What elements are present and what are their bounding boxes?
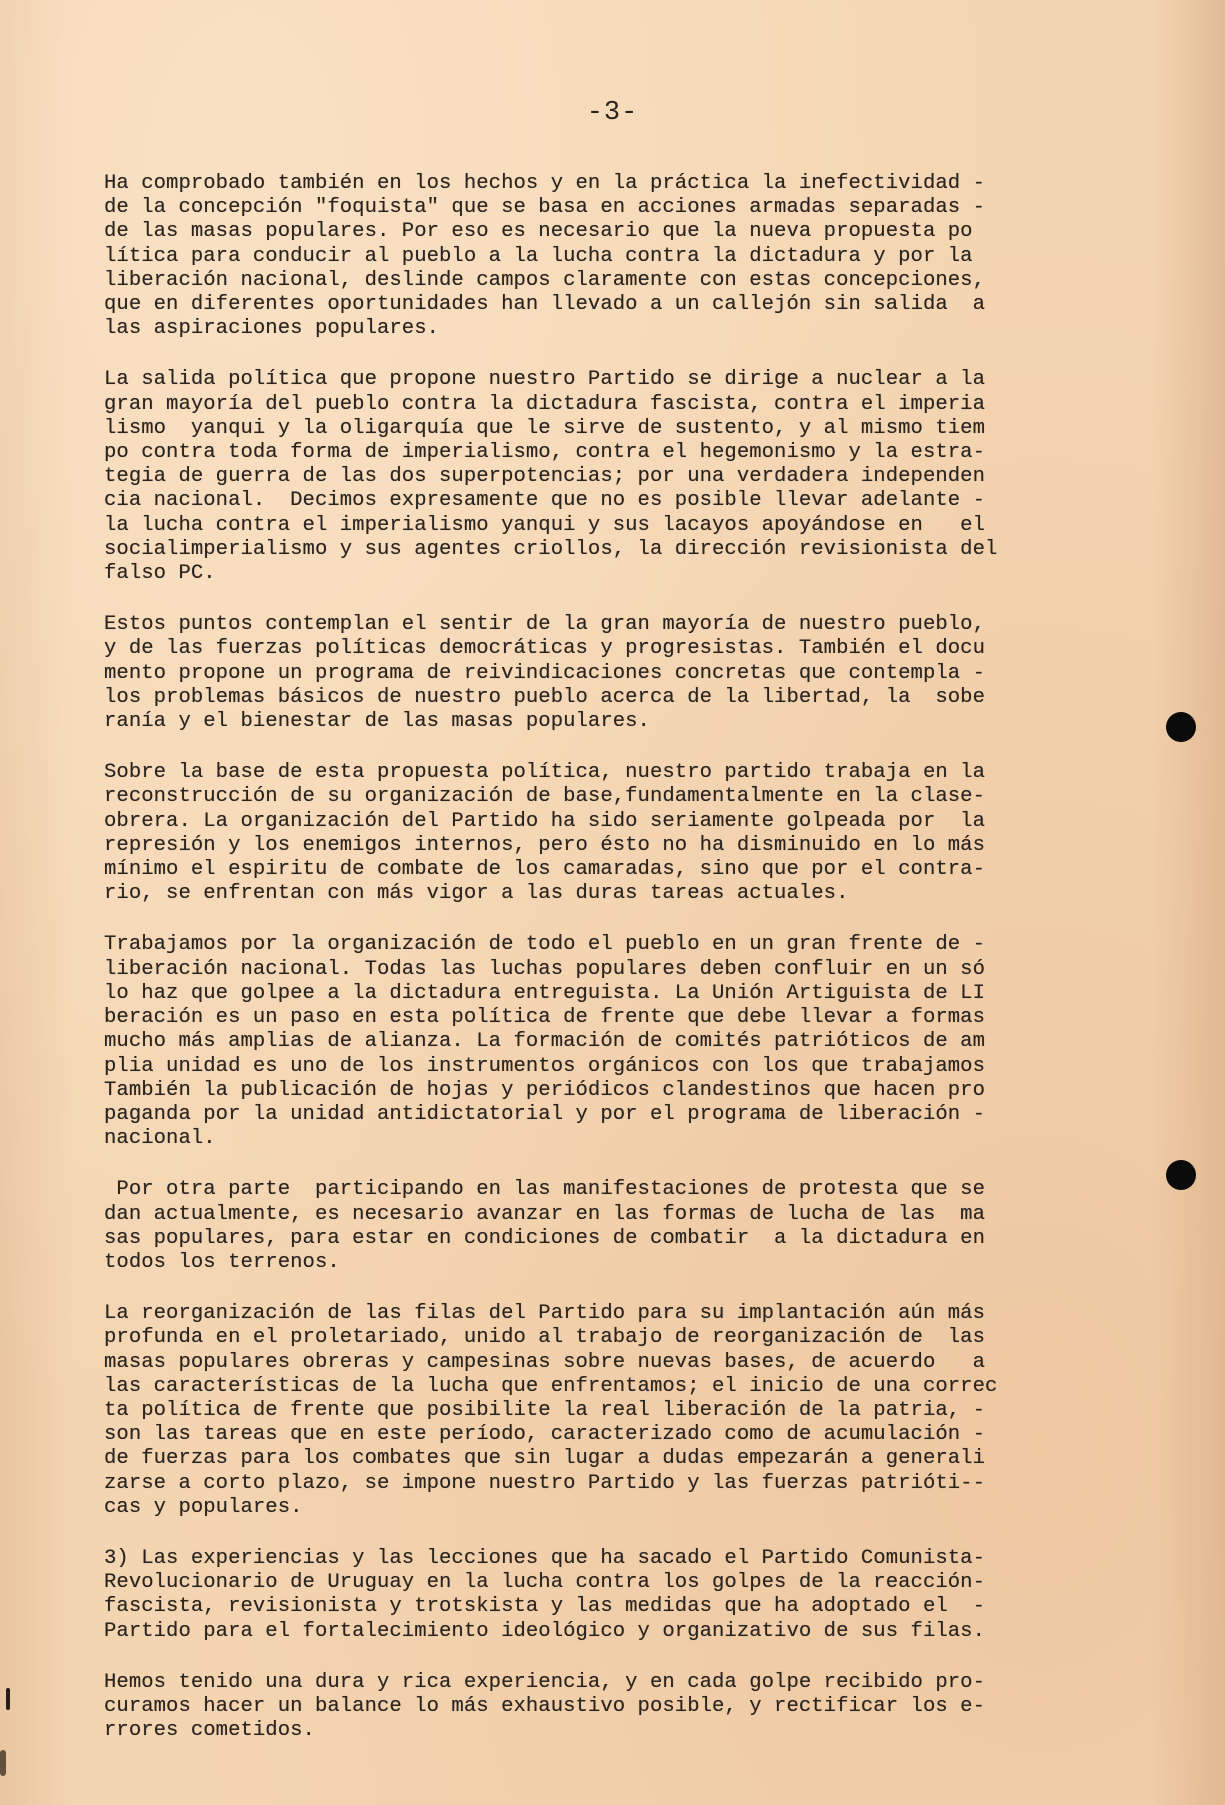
text-line: plia unidad es uno de los instrumentos orgánicos con los que trabajamos <box>104 1054 985 1078</box>
paragraph-estos-puntos <box>104 613 1134 734</box>
text-line: de fuerzas para los combates que sin lugar a dudas empezarán a generali <box>104 1447 985 1471</box>
text-line: rrores cometidos. <box>104 1719 315 1743</box>
paragraph-hemos-tenido <box>104 1671 1134 1744</box>
text-line: ranía y el bienestar de las masas populares. <box>104 710 650 734</box>
text-line: Sobre la base de esta propuesta política, nuestro partido trabaja en la <box>104 761 985 785</box>
paragraph-sobre-la-base <box>104 761 1134 906</box>
page-number: -3- <box>586 98 639 128</box>
punch-hole-lower <box>1166 1160 1196 1190</box>
paragraph-reorganizacion <box>104 1302 1134 1520</box>
text-line: son las tareas que en este período, caracterizado como de acumulación - <box>104 1423 985 1447</box>
text-line: mucho más amplias de alianza. La formación de comités patrióticos de am <box>104 1030 985 1054</box>
text-line: Hemos tenido una dura y rica experiencia, y en cada golpe recibido pro- <box>104 1670 985 1694</box>
text-line: po contra toda forma de imperialismo, contra el hegemonismo y la estra- <box>104 441 985 465</box>
text-line: reconstrucción de su organización de base,fundamentalmente en la clase- <box>104 785 985 809</box>
text-line: También la publicación de hojas y periódicos clandestinos que hacen pro <box>104 1078 985 1102</box>
text-line: liberación nacional. Todas las luchas populares deben confluir en un só <box>104 957 985 981</box>
text-line: las características de la lucha que enfrentamos; el inicio de una correc <box>104 1374 998 1398</box>
text-line: mento propone un programa de reivindicaciones concretas que contempla - <box>104 661 985 685</box>
text-line: mínimo el espiritu de combate de los camaradas, sino que por el contra- <box>104 858 985 882</box>
document-body <box>104 172 1134 1770</box>
text-line: La salida política que propone nuestro Partido se dirige a nuclear a la <box>104 368 985 392</box>
text-line: dan actualmente, es necesario avanzar en las formas de lucha de las ma <box>104 1202 985 1226</box>
paragraph-por-otra-parte <box>104 1178 1134 1275</box>
text-line: y de las fuerzas políticas democráticas y progresistas. También el docu <box>104 637 985 661</box>
text-line: que en diferentes oportunidades han llevado a un callejón sin salida a <box>104 293 985 317</box>
ink-mark <box>6 1688 10 1710</box>
text-line: masas populares obreras y campesinas sobre nuevas bases, de acuerdo a <box>104 1350 985 1374</box>
text-line: Partido para el fortalecimiento ideológico y organizativo de sus filas. <box>104 1619 985 1643</box>
text-line: 3) Las experiencias y las lecciones que ha sacado el Partido Comunista- <box>104 1546 985 1570</box>
text-line: los problemas básicos de nuestro pueblo acerca de la libertad, la sobe <box>104 685 985 709</box>
text-line: tegia de guerra de las dos superpotencias; por una verdadera independen <box>104 465 985 489</box>
text-line: lo haz que golpee a la dictadura entreguista. La Unión Artiguista de LI <box>104 981 985 1005</box>
paragraph-salida-politica <box>104 368 1134 586</box>
text-line: de la concepción "foquista" que se basa en acciones armadas separadas - <box>104 196 985 220</box>
text-line: liberación nacional, deslinde campos claramente con estas concepciones, <box>104 268 985 292</box>
text-line: zarse a corto plazo, se impone nuestro Partido y las fuerzas patrióti-- <box>104 1471 985 1495</box>
text-line: fascista, revisionista y trotskista y las medidas que ha adoptado el - <box>104 1595 985 1619</box>
text-line: la lucha contra el imperialismo yanqui y sus lacayos apoyándose en el <box>104 513 985 537</box>
text-line: profunda en el proletariado, unido al trabajo de reorganización de las <box>104 1326 985 1350</box>
paragraph-foquista <box>104 172 1134 341</box>
text-line: gran mayoría del pueblo contra la dictadura fascista, contra el imperia <box>104 392 985 416</box>
text-line: Ha comprobado también en los hechos y en la práctica la inefectividad - <box>104 172 985 195</box>
text-line: Estos puntos contemplan el sentir de la gran mayoría de nuestro pueblo, <box>104 613 985 637</box>
text-line: nacional. <box>104 1127 216 1151</box>
text-line: obrera. La organización del Partido ha sido seriamente golpeada por la <box>104 809 985 833</box>
text-line: cia nacional. Decimos expresamente que no es posible llevar adelante - <box>104 489 985 513</box>
text-line: lítica para conducir al pueblo a la lucha contra la dictadura y por la <box>104 244 973 268</box>
text-line: de las masas populares. Por eso es necesario que la nueva propuesta po <box>104 220 973 244</box>
text-line: beración es un paso en esta política de frente que debe llevar a formas <box>104 1006 985 1030</box>
text-line: Revolucionario de Uruguay en la lucha contra los golpes de la reacción- <box>104 1571 985 1595</box>
text-line: falso PC. <box>104 562 216 586</box>
text-line: sas populares, para estar en condiciones de combatir a la dictadura en <box>104 1226 985 1250</box>
text-line: cas y populares. <box>104 1495 303 1519</box>
ink-mark <box>0 1750 6 1776</box>
text-line: ta política de frente que posibilite la real liberación de la patria, - <box>104 1398 985 1422</box>
text-line: socialimperialismo y sus agentes criollos, la dirección revisionista del <box>104 537 998 561</box>
text-line: represión y los enemigos internos, pero ésto no ha disminuido en lo más <box>104 833 985 857</box>
text-line: La reorganización de las filas del Partido para su implantación aún más <box>104 1302 985 1326</box>
paragraph-trabajamos <box>104 933 1134 1151</box>
punch-hole-upper <box>1166 712 1196 742</box>
text-line: paganda por la unidad antidictatorial y por el programa de liberación - <box>104 1102 985 1126</box>
text-line: las aspiraciones populares. <box>104 317 440 341</box>
text-line: rio, se enfrentan con más vigor a las duras tareas actuales. <box>104 882 849 906</box>
text-line: curamos hacer un balance lo más exhaustivo posible, y rectificar los e- <box>104 1694 985 1718</box>
text-line: lismo yanqui y la oligarquía que le sirve de sustento, y al mismo tiem <box>104 416 985 440</box>
text-line: Trabajamos por la organización de todo el pueblo en un gran frente de - <box>104 933 985 957</box>
text-line: todos los terrenos. <box>104 1250 340 1274</box>
text-line: Por otra parte participando en las manifestaciones de protesta que se <box>104 1178 985 1202</box>
paragraph-section-3-heading <box>104 1547 1134 1644</box>
